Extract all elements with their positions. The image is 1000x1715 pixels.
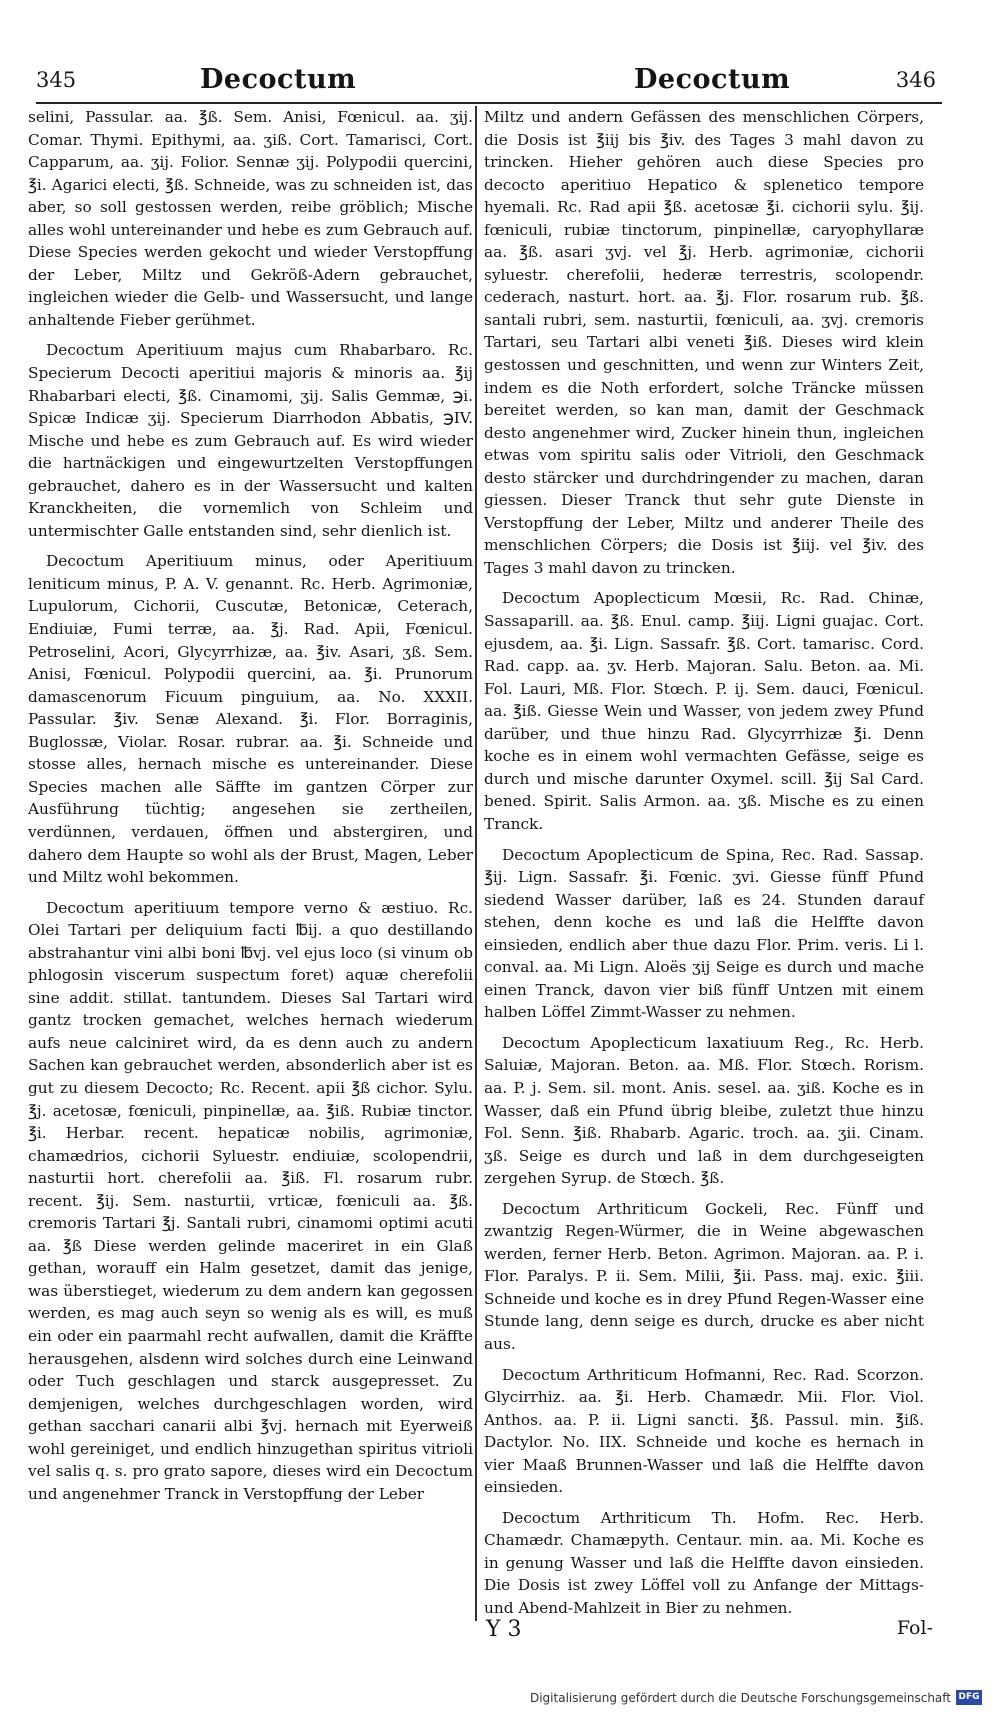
paragraph: selini, Passular. aa. ℥ß. Sem. Anisi, Fœnicul. aa. ʒij. Comar. Thymi. Epithymi, aa. ʒiß. Cort. Tamarisci, Cort. Capparum, aa. ʒij. Folior. Sennæ ʒij. Polypodii quercini, ℥i. Agarici electi, ℥ß. Schneide, was zu schneiden ist, das aber, so soll gestossen werden, reibe gröblich; Mische alles wohl untereinander und hebe es zum Gebrauch auf. Diese Species werden gekocht und wieder Verstopffung der Leber, Miltz und Gekröß-Adern gebrauchet, ingleichen wieder die Gelb- und Wassersucht, und lange anhaltende Fieber gerühmet. bbox=[28, 108, 473, 329]
paragraph: Decoctum Aperitiuum minus, oder Aperitiuum leniticum minus, P. A. V. genannt. Rc. Herb. Agrimoniæ, Lupulorum, Cichorii, Cuscutæ, Betonicæ, Ceterach, Endiuiæ, Fumi terræ, aa. ℥j. Rad. Apii, Fœnicul. Petroselini, Acori, Glycyrrhizæ, aa. ℥iv. Asari, ʒß. Sem. Anisi, Fœnicul. Polypodii quercini, aa. ℥i. Prunorum damascenorum Ficuum pinguium, aa. No. XXXII. Passular. ℥iv. Senæ Alexand. ℥i. Flor. Borraginis, Buglossæ, Violar. Rosar. rubrar. aa. ℥i. Schneide und stosse alles, hernach mische es untereinander. Diese Species machen alle Säffte im gantzen Cörper zur Ausführung tüchtig; angesehen sie zertheilen, verdünnen, verdauen, öffnen und abstergiren, und dahero dem Haupte so wohl als der Brust, Magen, Leber und Miltz wohl bekommen. bbox=[28, 552, 473, 887]
credit-text: Digitalisierung gefördert durch die Deutsche Forschungsgemeinschaft bbox=[529, 1690, 951, 1705]
running-head bbox=[36, 62, 936, 106]
left-column bbox=[28, 106, 473, 1505]
digitization-credit bbox=[530, 1690, 982, 1705]
dfg-logo-icon: DFG bbox=[956, 1690, 982, 1705]
catchword: Fol- bbox=[896, 1617, 933, 1639]
paragraph: Decoctum aperitiuum tempore verno & æstiuo. Rc. Olei Tartari per deliquium facti ℔ij. a quo destillando abstrahantur vini albi boni ℔vj. vel ejus loco (si vinum ob phlogosin viscerum suspectum foret) aquæ cherefolii sine addit. stillat. tantundem. Dieses Sal Tartari wird gantz trocken gemachet, welches hernach wiederum aufs neue calciniret wird, da es denn auch zu andern Sachen kan gebrauchet werden, absonderlich aber ist es gut zu diesem Decocto; Rc. Recent. apii ℥ß cichor. Sylu. ℥j. acetosæ, fœniculi, pinpinellæ, aa. ℥iß. Rubiæ tinctor. ℥i. Herbar. recent. hepaticæ nobilis, agrimoniæ, chamædrios, cichorii Syluestr. endiuiæ, scolopendrii, nasturtii hort. cherefolii aa. ℥iß. Fl. rosarum rubr. recent. ℥ij. Sem. nasturtii, vrticæ, fœniculi aa. ℥ß. cremoris Tartari ℥j. Santali rubri, cinamomi optimi acuti aa. ℥ß Diese werden gelinde maceriret in ein Glaß gethan, worauff ein Halm gesetzet, damit das jenige, was überstieget, wiederum zu dem andern kan gegossen werden, es mag auch seyn so wenig als es will, es muß ein oder ein paarmahl recht aufwallen, damit die Kräffte herausgehen, alsdenn wird solches durch eine Leinwand oder Tuch geschlagen und starck ausgepresset. Zu demjenigen, welches durchgeschlagen worden, wird gethan sacchari canarii albi ℥vj. hernach mit Eyerweiß wohl gereiniget, und endlich hinzugethan spiritus vitrioli vel salis q. s. pro grato sapore, dieses wird ein Decoctum und angenehmer Tranck in Verstopffung der Leber bbox=[28, 898, 473, 1503]
paragraph: Decoctum Arthriticum Th. Hofm. Rec. Herb. Chamædr. Chamæpyth. Centaur. min. aa. Mi. Koche es in genung Wasser und laß die Helffte davon einsieden. Die Dosis ist zwey Löffel voll zu Anfange der Mittags- und Abend-Mahlzeit in Bier zu nehmen. bbox=[484, 1508, 924, 1617]
page-number-left: 345 bbox=[36, 68, 77, 92]
paragraph: Decoctum Arthriticum Hofmanni, Rec. Rad. Scorzon. Glycirrhiz. aa. ℥i. Herb. Chamædr. Mii. Flor. Viol. Anthos. aa. P. ii. Ligni sancti. ℥ß. Passul. min. ℥iß. Dactylor. No. IIX. Schneide und koche es hernach in vier Maaß Brunnen-Wasser und laß die Helffte davon einsieden. bbox=[484, 1365, 924, 1497]
paragraph: Decoctum Apoplecticum Mœsii, Rc. Rad. Chinæ, Sassaparill. aa. ℥ß. Enul. camp. ℥iij. Ligni guajac. Cort. ejusdem, aa. ℥i. Lign. Sassafr. ℥ß. Cort. tamarisc. Cord. Rad. capp. aa. ʒv. Herb. Majoran. Salu. Beton. aa. Mi. Fol. Lauri, Mß. Flor. Stœch. P. ij. Sem. dauci, Fœnicul. aa. ℥iß. Giesse Wein und Wasser, von jedem zwey Pfund darüber, und thue hinzu Rad. Glycyrrhizæ ℥i. Denn koche es in einem wohl vermachten Gefässe, seige es durch und mische darunter Oxymel. scill. ℥ij Sal Card. bened. Spirit. Salis Armon. aa. ʒß. Mische es zu einen Tranck. bbox=[484, 589, 924, 833]
running-title-right: Decoctum bbox=[634, 64, 791, 95]
signature-mark: Y 3 bbox=[486, 1617, 522, 1642]
running-title-left: Decoctum bbox=[200, 64, 357, 95]
paragraph: Decoctum Arthriticum Gockeli, Rec. Fünff und zwantzig Regen-Würmer, die in Weine abgewaschen werden, ferner Herb. Beton. Agrimon. Majoran. aa. P. i. Flor. Paralys. P. ii. Sem. Milii, ℥ii. Pass. maj. exic. ℥iii. Schneide und koche es in drey Pfund Regen-Wasser eine Stunde lang, denn seige es durch, drucke es aber nicht aus. bbox=[484, 1199, 924, 1353]
page-footer bbox=[28, 1617, 933, 1655]
paragraph: Miltz und andern Gefässen des menschlichen Cörpers, die Dosis ist ℥iij bis ℥iv. des Tages 3 mahl davon zu trincken. Hieher gehören auch diese Species pro decocto aperitiuo Hepatico & splenetico tempore hyemali. Rc. Rad apii ℥ß. acetosæ ℥i. cichorii sylu. ℥ij. fœniculi, rubiæ tinctorum, pinpinellæ, caryophyllaræ aa. ℥ß. asari ʒvj. vel ℥j. Herb. agrimoniæ, cichorii syluestr. cherefolii, hederæ terrestris, scolopendr. cederach, nasturt. hort. aa. ℥j. Flor. rosarum rub. ℥ß. santali rubri, sem. nasturtii, fœniculi, aa. ʒvj. cremoris Tartari, seu Tartari albi veneti ℥iß. Dieses wird klein gestossen und geschnitten, und wenn zur Winters Zeit, indem es die Noth erfordert, solche Träncke müssen bereitet werden, so kan man, damit der Geschmack desto angenehmer wird, Zucker hinein thun, ingleichen etwas vom spiritu salis oder Vitrioli, den Geschmack desto stärcker und durchdringender zu machen, daran giessen. Dieser Tranck thut sehr gute Dienste in Verstopffung der Leber, Miltz und anderer Theile des menschlichen Cörpers; die Dosis ist ℥iij. vel ℥iv. des Tages 3 mahl davon zu trincken. bbox=[484, 108, 924, 577]
column-divider bbox=[475, 106, 477, 1621]
header-rule bbox=[36, 102, 942, 104]
paragraph: Decoctum Aperitiuum majus cum Rhabarbaro. Rc. Specierum Decocti aperitiui majoris & minoris aa. ℥ij Rhabarbari electi, ℥ß. Cinamomi, ʒij. Salis Gemmæ, ℈i. Spicæ Indicæ ʒij. Specierum Diarrhodon Abbatis, ℈IV. Mische und hebe es zum Gebrauch auf. Es wird wieder die hartnäckigen und eingewurtzelten Verstopffungen gebrauchet, dahero es in der Wassersucht und kalten Kranckheiten, die vornemlich von Schleim und untermischter Galle entstanden sind, sehr dienlich ist. bbox=[28, 341, 473, 540]
page-number-right: 346 bbox=[895, 68, 936, 92]
paragraph: Decoctum Apoplecticum de Spina, Rec. Rad. Sassap. ℥ij. Lign. Sassafr. ℥i. Fœnic. ʒvi. Giesse fünff Pfund siedend Wasser darüber, laß es 24. Stunden darauf stehen, denn koche es und laß die Helffte davon einsieden, endlich aber thue dazu Flor. Prim. veris. Li l. conval. aa. Mi Lign. Aloës ʒij Seige es durch und mache einen Tranck, davon vier biß fünff Untzen mit einem halben Löffel Zimmt-Wasser zu nehmen. bbox=[484, 845, 924, 1022]
paragraph: Decoctum Apoplecticum laxatiuum Reg., Rc. Herb. Saluiæ, Majoran. Beton. aa. Mß. Flor. Stœch. Rorism. aa. P. j. Sem. sil. mont. Anis. sesel. aa. ʒiß. Koche es in Wasser, daß ein Pfund übrig bleibe, zuletzt thue hinzu Fol. Senn. ℥iß. Rhabarb. Agaric. troch. aa. ʒii. Cinam. ʒß. Seige es durch und laß in dem durchgeseigten zergehen Syrup. de Stœch. ℥ß. bbox=[484, 1033, 924, 1188]
right-column bbox=[484, 106, 924, 1620]
